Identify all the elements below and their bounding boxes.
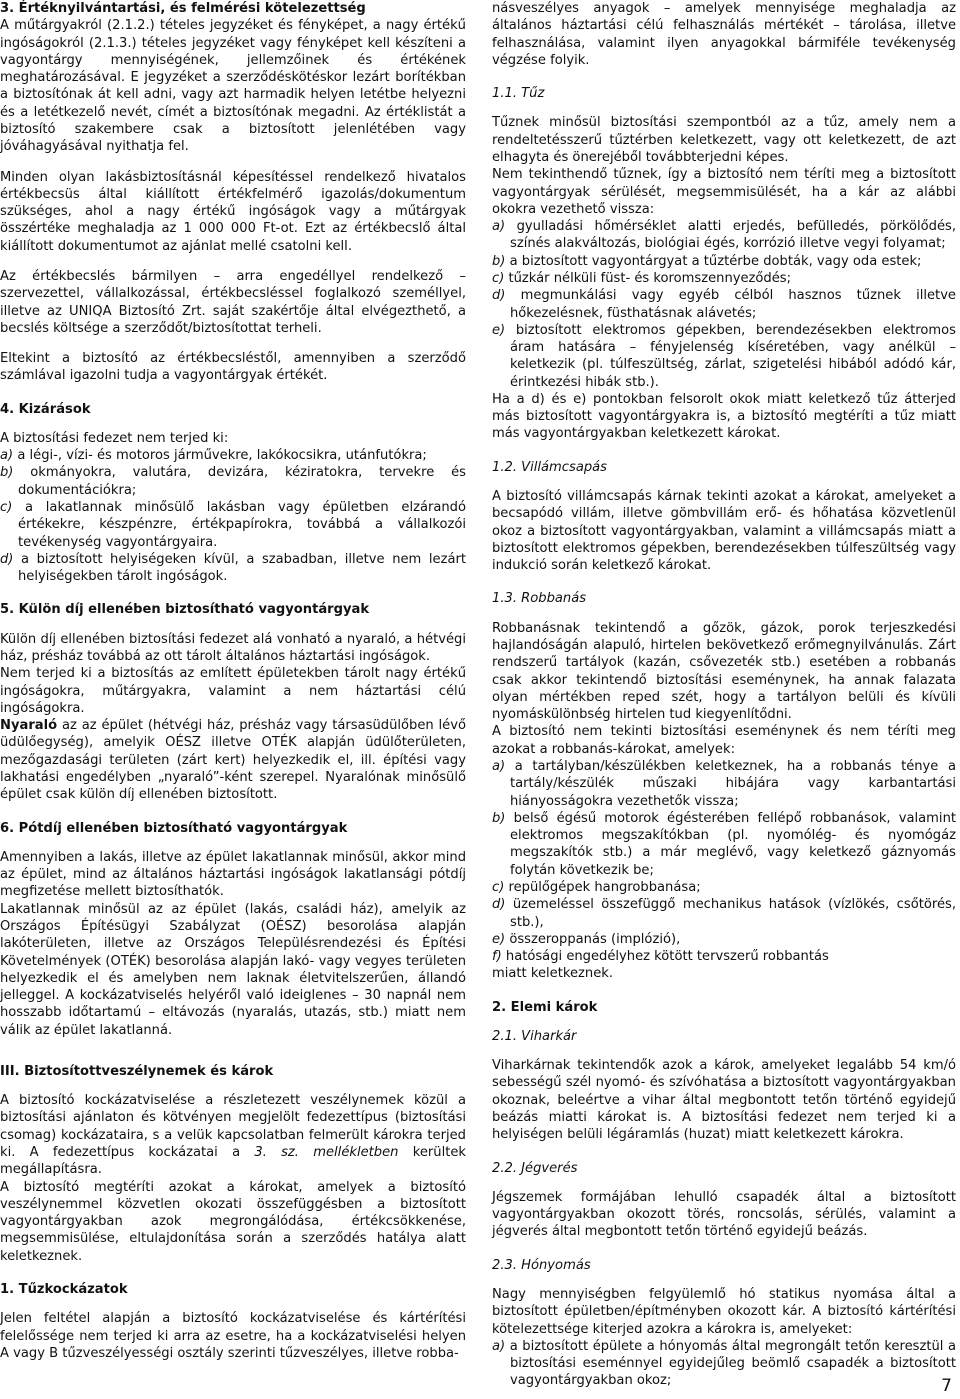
fire-item-b: b) a biztosított vagyontárgyat a tűztérbe dobták, vagy oda estek; (492, 253, 922, 269)
explosion-item-f: f) hatósági engedélyhez kötött tervszerű robbantás (492, 949, 829, 965)
section-heading-2: 2. Elemi károk (492, 999, 598, 1015)
explosion-tail: miatt keletkeznek. (492, 966, 613, 982)
nyaralo-paragraph: Nyaraló az az épület (hétvégi ház, présház vagy társasüdülőben lévő üdülőegység), amelyik OÉSZ illetve OTÉK alapján üdülőterületen, mezőgazdasági területen (zárt kert) helyezkedik el, ill. építési vagy lakhatási engedélyben „nyaraló”-ként szerepel. Nyaralónak minősülő épület csak külön díj ellenében biztosított. (0, 718, 466, 803)
explosion-paragraph-2: A biztosító nem tekinti biztosítási eseménynek és nem téríti meg azokat a robbanás-károkat, amelyek: (492, 724, 956, 757)
section-heading-5: 5. Külön díj ellenében biztosítható vagyontárgyak (0, 602, 370, 618)
snow-paragraph: Nagy mennyiségben felgyülemlő hó statikus nyomása által a biztosított épületben/építményben okozott kár. A biztosító kártérítési kötelezettsége kiterjed azokra a károkra is, amelyeket: (492, 1287, 956, 1337)
section-heading-4: 4. Kizárások (0, 401, 91, 417)
fire-exception: Ha a d) és e) pontokban felsorolt okok miatt keletkező tűz átterjed más biztosított vagyontárgyakra is, a biztosító megtéríti a tűz miatt más vagyontárgyakban keletkezett károkat. (492, 391, 956, 442)
subheading-1-2: 1.2. Villámcsapás (492, 459, 607, 475)
explosion-paragraph-1: Robbanásnak tekintendő a gőzök, gázok, porok terjeszkedési hajlandóságán alapuló, hirtelen bekövetkező erőmegnyilvánulás. Zárt rendszerű tartályok (kazán, csővezeték stb.) esetében a robbanás csak akkor tekintendő biztosítási eseménynek, ha annak falazata olyan mértékben reped szét, hogy a tartályon belüli és kívüli nyomáskülönbség hirtelen tud kiegyenlítődni. (492, 620, 956, 723)
right-column (492, 0, 956, 1390)
explosion-item-e: e) összeroppanás (implózió), (492, 931, 681, 947)
lightning-paragraph: A biztosító villámcsapás kárnak tekinti azokat a károkat, amelyeket a becsapódó villám, illetve gömbvillám erő- és hőhatása közvetlenül okoz a biztosított vagyontárgyakban, valamint a villámcsapás miatt a biztosított elektromos gépekben, berendezésekben túlfeszültség vagy indukció során keletkező károkat. (492, 489, 956, 574)
valuation-paragraph-2: Az értékbecslés bármilyen – arra engedéllyel rendelkező – szervezettel, vállalkozással, értékbecsléssel foglalkozó személlyel, illetve az UNIQA Biztosító Zrt. saját szakértője által elvégezthető, a becslés költsége a szerződőt/biztosítottat terheli. (0, 268, 466, 336)
separate-fee-paragraph-1: Külön díj ellenében biztosítási fedezet alá vonható a nyaraló, a hétvégi ház, présház továbbá az ott tárolt általános háztartási ingóságok. (0, 631, 466, 664)
exclusion-item-c: c) a lakatlannak minősülő lakásban vagy épületben elzárandó értékekre, készpénzre, értékpapírokra, továbbá a vállalkozói tevékenység vagyontárgyaira. (0, 500, 467, 550)
fire-intro-paragraph: Jelen feltétel alapján a biztosító kockázatviselése és kártérítési felelőssége nem terjed ki arra az esetre, ha a kockázatviselési helyen A vagy B tűzveszélyességi osztály szerinti tűzveszélyes, illetve robba- (0, 1311, 466, 1361)
fire-item-d: d) megmunkálási vagy egyéb célból hasznos tűznek illetve hőkezelésnek, füsthatásnak alávetés; (492, 288, 956, 321)
separate-fee-paragraph-2: Nem terjed ki a biztosítás az említett épületekben tárolt nagy értékű ingóságokra, műtárgyakra, valamint a nem háztartási célú ingóságokra. (0, 666, 466, 716)
valuation-paragraph-1: Minden olyan lakásbiztosításnál képesítéssel rendelkező hivatalos értékbecsüs által kiállított értékfelmérő igazolás/dokumentum szükséges, ahol a nagy értékű ingóságok vagy a műtárgyak összértéke meghaladja az 1 000 000 Ft-ot. Ezt az értékbecslő által kiállított dokumentumot az ajánlat mellé csatolni kell. (0, 169, 466, 254)
exclusion-item-b: b) okmányokra, valutára, devizára, kéziratokra, tervekre és dokumentációkra; (0, 465, 466, 498)
explosion-item-b: b) belső égésű motorok égésterében fellépő robbanások, valamint elektromos megszakítókban (pl. nyomólég- és nyomógáz megszakítók stb.) a már meglévő, vagy keletkező gáznyomás folytán következik be; (492, 810, 957, 878)
subheading-2-3: 2.3. Hónyomás (492, 1257, 591, 1273)
explosion-item-c: c) repülőgépek hangrobbanása; (492, 879, 701, 895)
section-heading-1: 1. Tűzkockázatok (0, 1282, 128, 1297)
section-heading-3: 3. Értéknyilvántartási, és felmérési kötelezettség (0, 1, 366, 16)
explosion-item-d: d) üzemeléssel összefüggő mechanikus hatások (vízlökés, csőtörés, stb.), (492, 897, 956, 930)
fire-not-covered: Nem tekinthendő tűznek, így a biztosító nem téríti meg a biztosított vagyontárgyak sérülését, megsemmisülését, ha a kár az alábbi okokra vezethető vissza: (492, 167, 956, 217)
continued-paragraph: násveszélyes anyagok – amelyek mennyisége meghaladja az általános háztartási célú felhasználás mértékét – tárolása, illetve felhasználása, valamint ilyen anyagokkal bármiféle tevékenység végzése folyik. (492, 1, 956, 68)
subheading-2-2: 2.2. Jégverés (492, 1160, 578, 1176)
exclusion-item-a: a) a légi-, vízi- és motoros járművekre, lakókocsikra, utánfutókra; (0, 448, 427, 464)
subheading-1-3: 1.3. Robbanás (492, 591, 587, 607)
section-heading-III: III. Biztosítottveszélynemek és károk (0, 1063, 274, 1079)
fire-item-a: a) gyulladási hőmérséklet alatti erjedés, befülledés, pörkölődés, színés alakváltozás, biológiai égés, korrózió illetve vegyi folyamat; (492, 219, 957, 252)
exclusions-intro: A biztosítási fedezet nem terjed ki: (0, 430, 229, 446)
surcharge-paragraph-2: Lakatlannak minősül az az épület (lakás, családi ház), amelyik az Országos Építésügyi Szabályzat (OÉSZ) besorolása alapján lakóterületen, illetve az Országos Településrendezési és Építési Követelmények (OTÉK) besorolása alapján lakó- vagy vegyes területen helyezkedik el és amelyben nem laknak életvitelszerűen, állandó jelleggel. A kockázatviselés helyéről való ideiglenes – 30 napnál nem hosszabb időtartamú – eltávozás (nyaralás, utazás, stb.) miatt nem válik az épület lakatlanná. (0, 901, 466, 1038)
fire-definition: Tűznek minősül biztosítási szempontból az a tűz, amely nem a rendeltetésszerű tűztérben keletkezett, vagy ott keletkezett, de azt elhagyta és önerejéből továbbterjedni képes. (492, 115, 956, 165)
explosion-item-a: a) a tartályban/készülékben keletkeznek, ha a robbanás tényе a tartály/készülék műszaki hibájára vagy karbantartási hiányosságokra vezethetők vissza; (492, 758, 956, 809)
page-number: 7 (941, 1375, 952, 1396)
exclusion-item-d: d) a biztosított helyiségeken kívül, a szabadban, illetve nem lezárt helyiségekben tárolt ingóságok. (0, 551, 466, 585)
surcharge-paragraph-1: Amennyiben a lakás, illetve az épület lakatlannak minősül, akkor mind az épület, mind az általános háztartási ingóságok lakatlansági pótdíj megfizetése mellett biztosíthatók. (0, 849, 466, 900)
storm-paragraph: Viharkárnak tekintendők azok a károk, amelyeket legalább 54 km/ó sebességű szél nyomó- és szívóhatása a biztosított vagyontárgyakban okoznak, beleértve a vihar által megbontott tetőn történő egyidejű beázás miatti károkat is. A biztosítási fedezet nem terjed ki a helyiségen belüli légáramlás (huzat) miatt keletkezett károkra. (492, 1058, 956, 1143)
risks-paragraph-2: A biztosító megtéríti azokat a károkat, amelyek a biztosító veszélynemmel közvetlen okozati összefüggésben a biztosított vagyontárgyakban azok megrongálódása, értékcsökkenése, megsemmisülése, eltulajdonítása során a szerződés hatálya alatt keletkeznek. (0, 1179, 466, 1264)
inventory-paragraph: A műtárgyakról (2.1.2.) tételes jegyzéket és fényképet, a nagy értékű ingóságokról (2.1.3.) tételes jegyzéket vagy fényképet kell készíteni a vagyontárgy mennyiségének, jellemzőinek és értékének meghatározásával. E jegyzéket a szerződéskötéskor lezárt borítékban a biztosítónak át kell adni, vagy azt harmadik helyen letétbe helyezni és a letétkezelő nevét, címét a biztosítónak megadni. Az értéklistát a biztosító szakembere csak a biztosított jelenlétében vagy jóváhagyásával nyithatja fel. (0, 18, 466, 155)
fire-item-c: c) tűzkár nélküli füst- és koromszennyeződés; (492, 270, 792, 286)
snow-item-a: a) a biztosított épülete a hónyomás által megrongált tetőn keresztül a biztosítási eseménnyel egyidejűleg beömlő csapadék a biztosított vagyontárgyakban okoz; (492, 1338, 956, 1389)
subheading-2-1: 2.1. Viharkár (492, 1028, 577, 1044)
subheading-1-1: 1.1. Tűz (492, 86, 545, 102)
hail-paragraph: Jégszemek formájában lehulló csapadék által a biztosított vagyontárgyakban okozott törés, roncsolás, sérülés, valamint a jégverés által megbontott tetőn történő egyidejű beázás. (492, 1189, 956, 1240)
risks-paragraph-1: A biztosító kockázatviselése a részletezett veszélynemek közül a biztosítási ajánlaton és kötvényen megjelölt fedezettípus (biztosítási csomag) kockázataira, s a velük kapcsolatban felmerült károkra terjed ki. A fedezettípus kockázatai a 3. sz. mellékletben kerültek megállapításra. (0, 1093, 466, 1178)
valuation-paragraph-3: Eltekint a biztosító az értékbecsléstől, amennyiben a szerződő számlával igazolni tudja a vagyontárgyak értékét. (0, 351, 466, 384)
fire-item-e: e) biztosított elektromos gépekben, berendezésekben elektromos áram hatására – fényjelenség kíséretében, vagy anélkül – keletkezik (pl. túlfeszültség, zárlat, szigetelési hibából adódó kár, érintkezési hibák stb.). (492, 322, 956, 390)
section-heading-6: 6. Pótdíj ellenében biztosítható vagyontárgyak (0, 820, 348, 836)
left-column (0, 0, 466, 1362)
